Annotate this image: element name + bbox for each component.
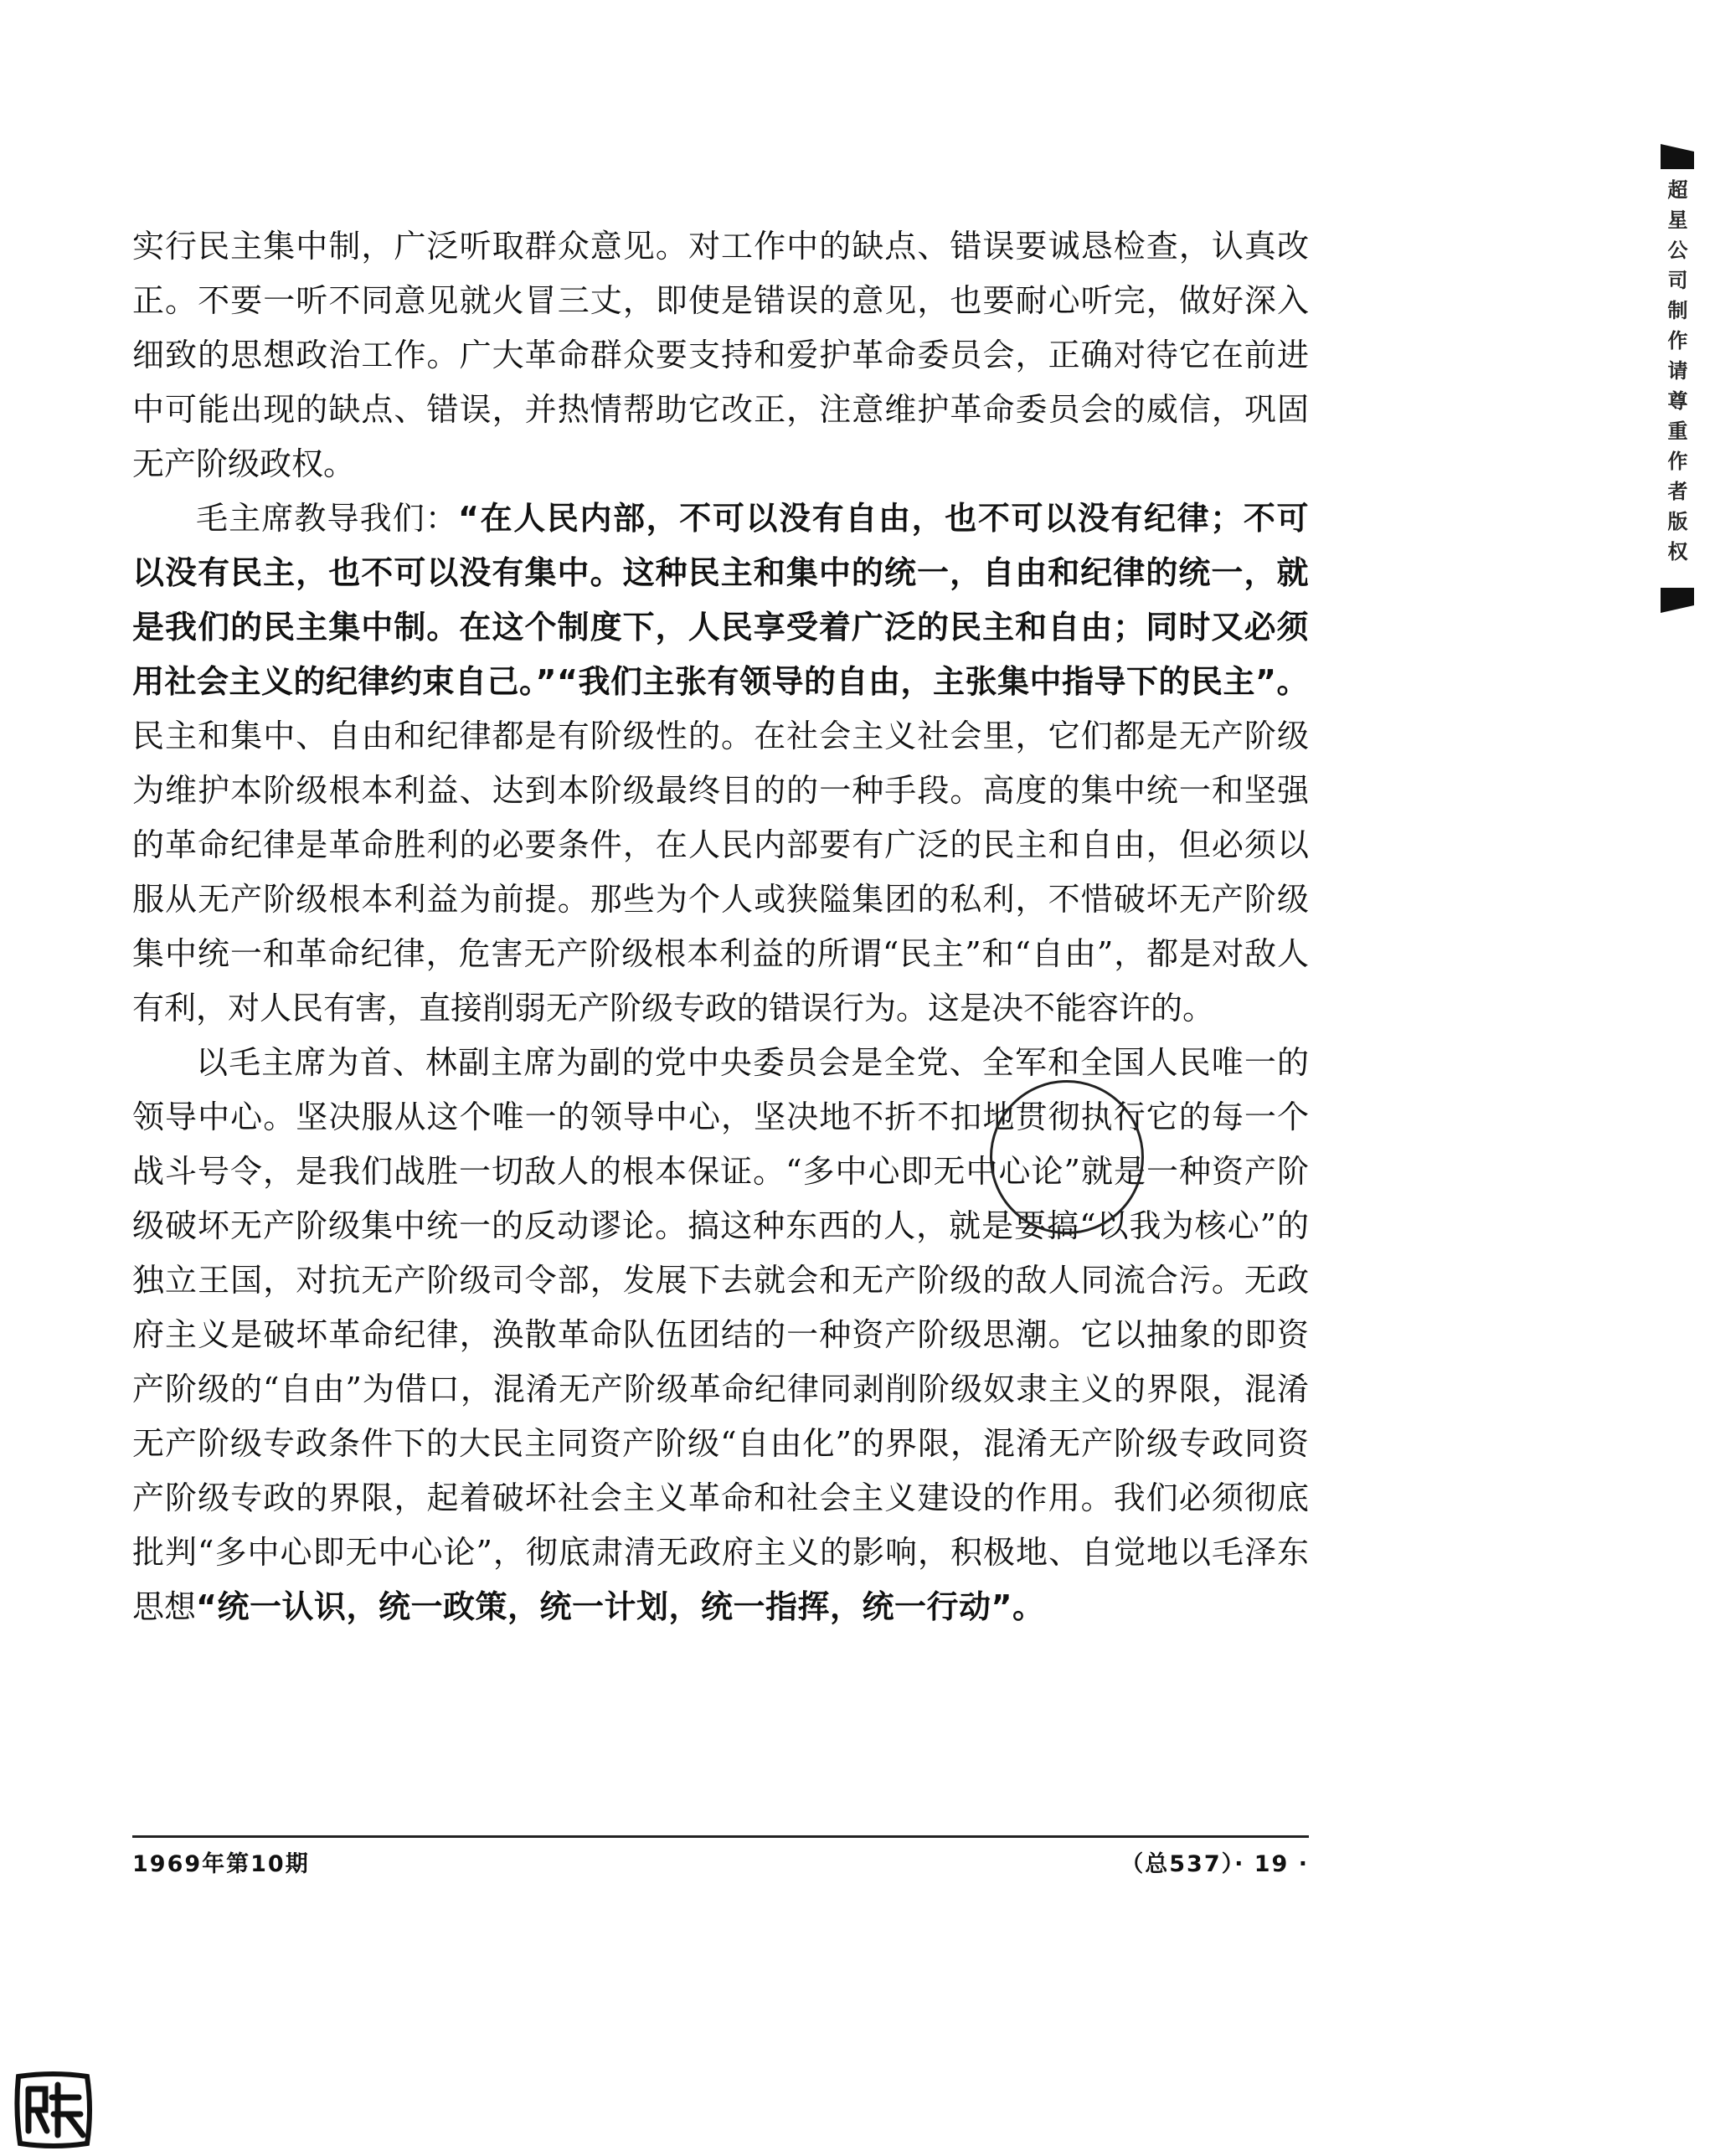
vertical-watermark <box>1661 144 1694 613</box>
seal-logo <box>12 2068 95 2152</box>
footer-rule <box>132 1835 1309 1838</box>
paragraph-text: 毛主席教导我们： <box>196 500 458 537</box>
paragraph-text: 民主和集中、自由和纪律都是有阶级性的。在社会主义社会里，它们都是无产阶级为维护本阶级根本利益、达到本阶级最终目的的一种手段。高度的集中统一和坚强的革命纪律是革命胜利的必要条件，在人民内部要有广泛的民主和自由，但必须以服从无产阶级根本利益为前提。那些为个人或狭隘集团的私利，不惜破坏无产阶级集中统一和革命纪律，危害无产阶级根本利益的所谓“民主”和“自由”，都是对敌人有利，对人民有害，直接削弱无产阶级专政的错误行为。这是决不能容许的。 <box>132 718 1309 1027</box>
paragraph-text: 实行民主集中制，广泛听取群众意见。对工作中的缺点、错误要诚恳检查，认真改正。不要一听不同意见就火冒三丈，即使是错误的意见，也要耐心听完，做好深入细致的思想政治工作。广大革命群众要支持和爱护革命委员会，正确对待它在前进中可能出现的缺点、错误，并热情帮助它改正，注意维护革命委员会的威信，巩固无产阶级政权。 <box>132 228 1309 482</box>
paragraph-text: 以毛主席为首、林副主席为副的党中央委员会是全党、全军和全国人民唯一的领导中心。坚决服从这个唯一的领导中心，坚决地不折不扣地贯彻执行它的每一个战斗号令，是我们战胜一切敌人的根本保证。“多中心即无中心论”就是一种资产阶级破坏无产阶级集中统一的反动谬论。搞这种东西的人，就是要搞“以我为核心”的独立王国，对抗无产阶级司令部，发展下去就会和无产阶级的敌人同流合污。无政府主义是破坏革命纪律，涣散革命队伍团结的一种资产阶级思潮。它以抽象的即资产阶级的“自由”为借口，混淆无产阶级革命纪律同剥削阶级奴隶主义的界限，混淆无产阶级专政条件下的大民主同资产阶级“自由化”的界限，混淆无产阶级专政同资产阶级专政的界限，起着破坏社会主义革命和社会主义建设的作用。我们必须彻底批判“多中心即无中心论”，彻底肃清无政府主义的影响，积极地、自觉地以毛泽东思想 <box>132 1044 1309 1625</box>
paragraph <box>132 491 1309 1036</box>
issue-label: 1969年第10期 <box>132 1851 310 1877</box>
page-number: （总537）· 19 · <box>1120 1851 1309 1877</box>
paragraph <box>132 219 1309 491</box>
watermark-bar-top <box>1661 144 1694 169</box>
quotation-bold: “统一认识，统一政策，统一计划，统一指挥，统一行动”。 <box>196 1588 1045 1625</box>
quotation-bold: “在人民内部，不可以没有自由，也不可以没有纪律；不可以没有民主，也不可以没有集中。这种民主和集中的统一，自由和纪律的统一，就是我们的民主集中制。在这个制度下，人民享受着广泛的民主和自由；同时又必须用社会主义的纪律约束自己。”“我们主张有领导的自由，主张集中指导下的民主”。 <box>132 500 1309 700</box>
watermark-text: 超星公司制作请尊重作者版权 <box>1664 179 1687 571</box>
article-body <box>132 219 1309 1634</box>
watermark-bar-bottom <box>1661 588 1694 613</box>
paragraph <box>132 1036 1309 1634</box>
